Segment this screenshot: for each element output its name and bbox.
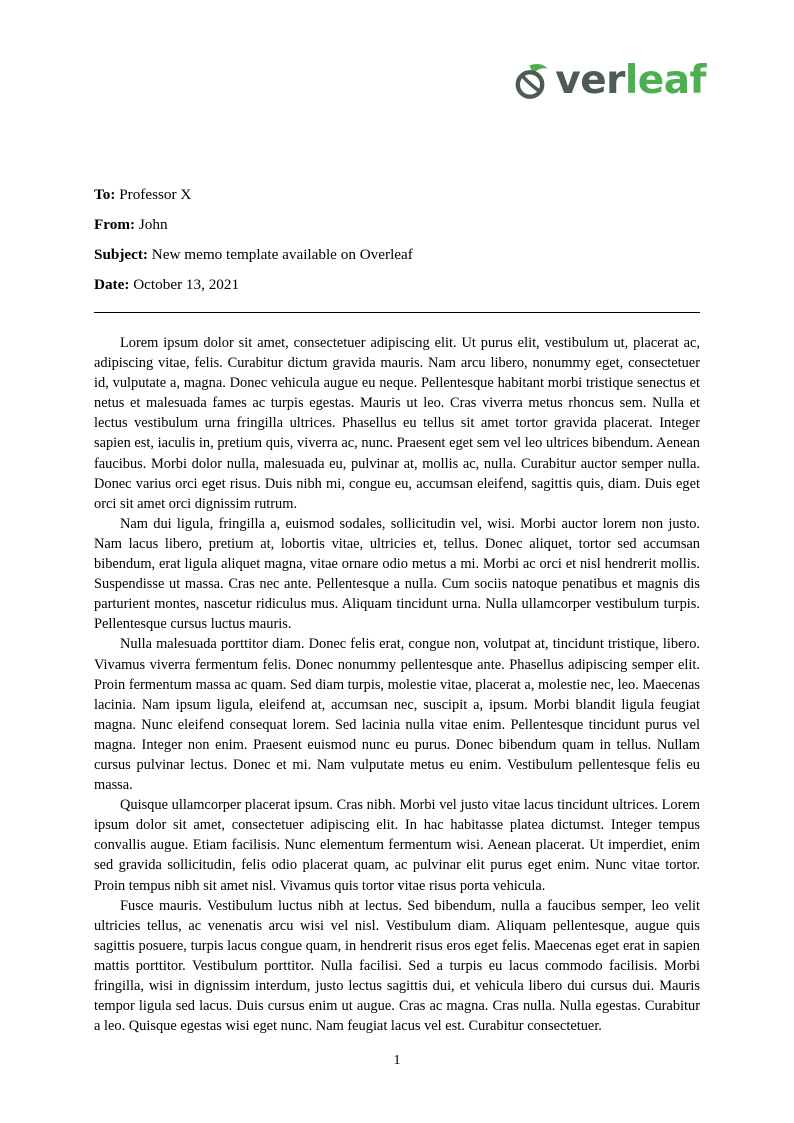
logo-text-dark: ver — [555, 58, 625, 103]
memo-field-to — [94, 180, 700, 210]
memo-field-from — [94, 210, 700, 240]
overleaf-wordmark — [555, 59, 706, 103]
body-paragraph: Lorem ipsum dolor sit amet, consectetuer adipiscing elit. Ut purus elit, vestibulum ut, placerat ac, adipiscing vitae, felis. Curabitur dictum gravida mauris. Nam arcu libero, nonummy eget, consectetuer id, vulputate a, magna. Donec vehicula augue eu neque. Pellentesque habitant morbi tristique senectus et netus et malesuada fames ac turpis egestas. Mauris ut leo. Cras viverra metus rhoncus sem. Nulla et lectus vestibulum urna fringilla ultrices. Phasellus eu tellus sit amet tortor gravida placerat. Integer sapien est, iaculis in, pretium quis, viverra ac, nunc. Praesent eget sem vel leo ultrices bibendum. Aenean faucibus. Morbi dolor nulla, malesuada eu, pulvinar at, mollis ac, nulla. Curabitur auctor semper nulla. Donec varius orci eget risus. Duis nibh mi, congue eu, accumsan eleifend, sagittis quis, diam. Duis eget orci sit amet orci dignissim rutrum. — [94, 335, 700, 512]
memo-field-subject — [94, 240, 700, 270]
memo-label-subject: Subject: — [94, 246, 148, 263]
memo-label-to: To: — [94, 186, 116, 203]
memo-header — [94, 180, 700, 300]
overleaf-leaf-icon — [509, 59, 553, 103]
memo-field-date — [94, 270, 700, 300]
body-paragraph: Quisque ullamcorper placerat ipsum. Cras nibh. Morbi vel justo vitae lacus tincidunt ultrices. Lorem ipsum dolor sit amet, consectetuer adipiscing elit. In hac habitasse platea dictumst. Integer tempus convallis augue. Etiam facilisis. Nunc elementum fermentum wisi. Aenean placerat. Ut imperdiet, enim sed gravida sollicitudin, felis odio placerat quam, ac pulvinar elit purus eget enim. Nunc vitae tortor. Proin tempus nibh sit amet nisl. Vivamus quis tortor vitae risus porta vehicula. — [94, 797, 700, 894]
body-paragraph: Fusce mauris. Vestibulum luctus nibh at lectus. Sed bibendum, nulla a faucibus semper, leo velit ultricies tellus, ac venenatis arcu wisi vel nisl. Vestibulum diam. Aliquam pellentesque, augue quis sagittis posuere, turpis lacus congue quam, in hendrerit risus eros eget felis. Maecenas eget erat in sapien mattis porttitor. Vestibulum porttitor. Nulla facilisi. Sed a turpis eu lacus commodo facilisis. Morbi fringilla, wisi in dignissim interdum, justo lectus sagittis dui, et vehicula libero dui cursus dui. Mauris tempor ligula sed lacus. Duis cursus enim ut augue. Cras ac magna. Cras nulla. Nulla egestas. Curabitur a leo. Quisque egestas wisi eget nunc. Nam feugiat lacus vel est. Curabitur consectetuer. — [94, 897, 700, 1035]
memo-value-to: Professor X — [119, 186, 192, 203]
memo-value-subject: New memo template available on Overleaf — [151, 246, 413, 263]
overleaf-logo — [509, 58, 706, 104]
memo-label-from: From: — [94, 216, 136, 233]
page-number: 1 — [393, 1053, 401, 1068]
document-body — [94, 333, 700, 1036]
memo-label-date: Date: — [94, 276, 130, 293]
memo-value-from: John — [138, 216, 168, 233]
body-paragraph: Nulla malesuada porttitor diam. Donec felis erat, congue non, volutpat at, tincidunt tristique, libero. Vivamus viverra fermentum felis. Donec nonummy pellentesque ante. Phasellus adipiscing semper elit. Proin fermentum massa ac quam. Sed diam turpis, molestie vitae, placerat a, molestie nec, leo. Maecenas lacinia. Nam ipsum ligula, eleifend at, accumsan nec, suscipit a, ipsum. Morbi blandit ligula feugiat magna. Nunc eleifend consequat lorem. Sed lacinia nulla vitae enim. Pellentesque tincidunt purus vel magna. Integer non enim. Praesent euismod nunc eu purus. Donec bibendum quam in tellus. Nullam cursus pulvinar lectus. Donec et mi. Nam vulputate metus eu enim. Vestibulum pellentesque felis eu massa. — [94, 636, 700, 794]
logo-text-green: leaf — [624, 58, 706, 103]
memo-value-date: October 13, 2021 — [133, 276, 240, 293]
body-paragraph: Nam dui ligula, fringilla a, euismod sodales, sollicitudin vel, wisi. Morbi auctor lorem non justo. Nam lacus libero, pretium at, lobortis vitae, ultricies et, tellus. Donec aliquet, tortor sed accumsan bibendum, erat ligula aliquet magna, vitae ornare odio metus a mi. Morbi ac orci et nisl hendrerit mollis. Suspendisse ut massa. Cras nec ante. Pellentesque a nulla. Cum sociis natoque penatibus et magnis dis parturient montes, nascetur ridiculus mus. Aliquam tincidunt urna. Nulla ullamcorper vestibulum turpis. Pellentesque cursus luctus mauris. — [94, 515, 700, 633]
horizontal-rule — [94, 312, 700, 313]
